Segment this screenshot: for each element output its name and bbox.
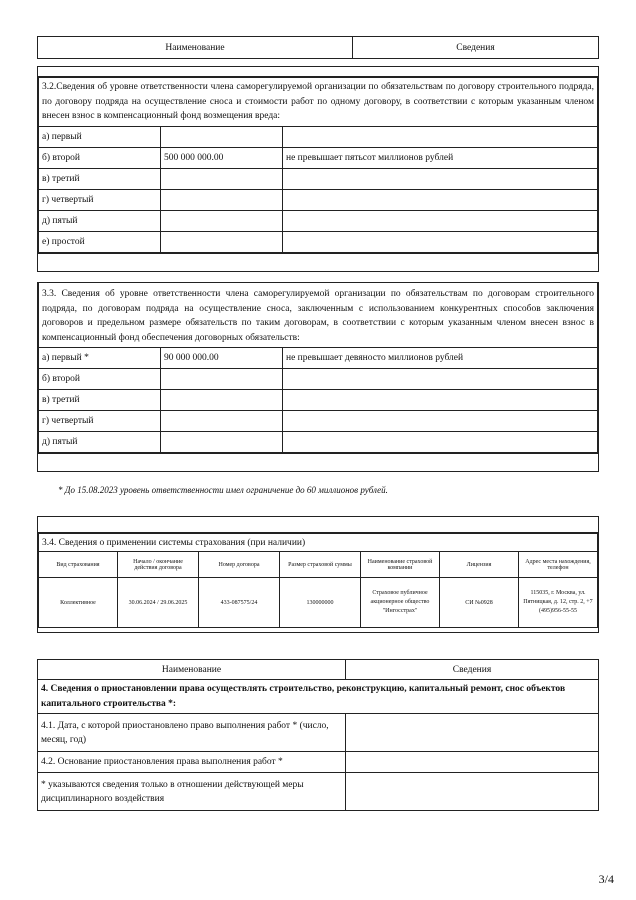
table-row (39, 190, 598, 211)
level-value (161, 169, 283, 190)
table-row (39, 347, 598, 368)
row-value (346, 752, 599, 773)
level-text (283, 410, 598, 431)
header-name-cell: Наименование (38, 37, 353, 59)
section-3-3-inner-wrapper (38, 283, 599, 454)
col-license: Лицензия (440, 552, 519, 578)
table-row (39, 169, 598, 190)
section-3-3-inner (38, 283, 598, 453)
level-value (161, 127, 283, 148)
level-label: а) первый * (39, 347, 161, 368)
row-label: * указываются сведения только в отношении действующей меры дисциплинарного воздействия (38, 773, 346, 811)
level-value (161, 190, 283, 211)
contract-period: 30.06.2024 / 29.06.2025 (118, 578, 199, 628)
level-value (161, 211, 283, 232)
license: СИ №0928 (440, 578, 519, 628)
level-value (161, 368, 283, 389)
col-contract-number: Номер договора (199, 552, 280, 578)
section-3-2-bottom-spacer (38, 254, 599, 272)
table-row (39, 431, 598, 452)
table-row (39, 410, 598, 431)
table-row (38, 752, 599, 773)
section-3-2-inner-wrapper (38, 77, 599, 254)
table-row (39, 232, 598, 253)
row-label: 4.2. Основание приостановления права выполнения работ * (38, 752, 346, 773)
level-text (283, 389, 598, 410)
level-label: а) первый (39, 127, 161, 148)
section-3-3-footnote: * До 15.08.2023 уровень ответственности имел ограничение до 60 миллионов рублей. (58, 485, 388, 495)
table-row (38, 773, 599, 811)
level-text: не превышает девяносто миллионов рублей (283, 347, 598, 368)
insurance-table (38, 533, 598, 628)
insurance-type: Коллективное (39, 578, 118, 628)
header-info-cell: Сведения (346, 660, 599, 680)
level-label: г) четвертый (39, 410, 161, 431)
level-label: д) пятый (39, 431, 161, 452)
level-label: б) второй (39, 148, 161, 169)
table-row (39, 127, 598, 148)
top-header-table (37, 36, 599, 59)
level-label: в) третий (39, 169, 161, 190)
row-label: 4.1. Дата, с которой приостановлено право выполнения работ * (число, месяц, год) (38, 714, 346, 752)
section-3-4-spacer (38, 517, 599, 533)
address: 115035, г. Москва, ул. Пятницкая, д. 12, стр. 2, +7 (495)956-55-55 (519, 578, 598, 628)
level-label: б) второй (39, 368, 161, 389)
section-3-4-table (37, 516, 599, 633)
level-text (283, 127, 598, 148)
level-text (283, 232, 598, 253)
table-row (39, 148, 598, 169)
level-text (283, 169, 598, 190)
header-name-cell: Наименование (38, 660, 346, 680)
col-address: Адрес места нахождения, телефон (519, 552, 598, 578)
section-3-4-inner-wrapper (38, 533, 599, 633)
col-insurance-type: Вид страхования (39, 552, 118, 578)
header-info-cell: Сведения (353, 37, 599, 59)
section-3-2-table (37, 66, 599, 272)
level-value (161, 232, 283, 253)
section-3-2-title: 3.2.Сведения об уровне ответственности члена саморегулируемой организации по обязательствам по договору строительного подряда, по договору подряда на осуществление сноса и стоимости работ по одному договору, в соответствии с которым указанным членом внесен взнос в компенсационный фонд возмещения вреда: (39, 78, 598, 127)
table-row (38, 714, 599, 752)
section-3-3-title: 3.3. Сведения об уровне ответственности члена саморегулируемой организации по обязательствам по договорам строительного подряда, по договорам подряда на осуществление сноса, заключенным с использованием конкурентных способов заключения договоров и предельном размере обязательств по таким договорам, в соответствии с которым указанным членом внесен взнос в компенсационный фонд обеспечения договорных обязательств: (39, 283, 598, 347)
section-3-3-table (37, 282, 599, 472)
insurer-name: Страховое публичное акционерное общество "Ингосстрах" (361, 578, 440, 628)
section-4-table (37, 659, 599, 811)
col-contract-period: Начало / окончание действия договора (118, 552, 199, 578)
section-3-4-title: 3.4. Сведения о применении системы страхования (при наличии) (39, 534, 598, 552)
section-3-2-spacer (38, 67, 599, 77)
row-value (346, 773, 599, 811)
level-label: в) третий (39, 389, 161, 410)
page-number: 3/4 (598, 872, 614, 886)
level-label: е) простой (39, 232, 161, 253)
level-value: 90 000 000.00 (161, 347, 283, 368)
level-value (161, 431, 283, 452)
level-value: 500 000 000.00 (161, 148, 283, 169)
contract-number: 433-087575/24 (199, 578, 280, 628)
level-value (161, 389, 283, 410)
row-value (346, 714, 599, 752)
level-label: г) четвертый (39, 190, 161, 211)
level-text (283, 368, 598, 389)
table-row (39, 211, 598, 232)
col-insurer-name: Наименование страховой компании (361, 552, 440, 578)
section-3-2-inner (38, 77, 598, 253)
level-text (283, 190, 598, 211)
col-insured-sum: Размер страховой суммы (280, 552, 361, 578)
level-text: не превышает пятьсот миллионов рублей (283, 148, 598, 169)
table-row (39, 368, 598, 389)
section-4-title: 4. Сведения о приостановлении права осуществлять строительство, реконструкцию, капитальный ремонт, снос объектов капитального строительства *: (38, 680, 599, 714)
level-value (161, 410, 283, 431)
insured-sum: 130000000 (280, 578, 361, 628)
table-row (39, 578, 598, 628)
section-3-3-note-cell (38, 453, 599, 471)
level-label: д) пятый (39, 211, 161, 232)
table-row (39, 389, 598, 410)
level-text (283, 431, 598, 452)
level-text (283, 211, 598, 232)
